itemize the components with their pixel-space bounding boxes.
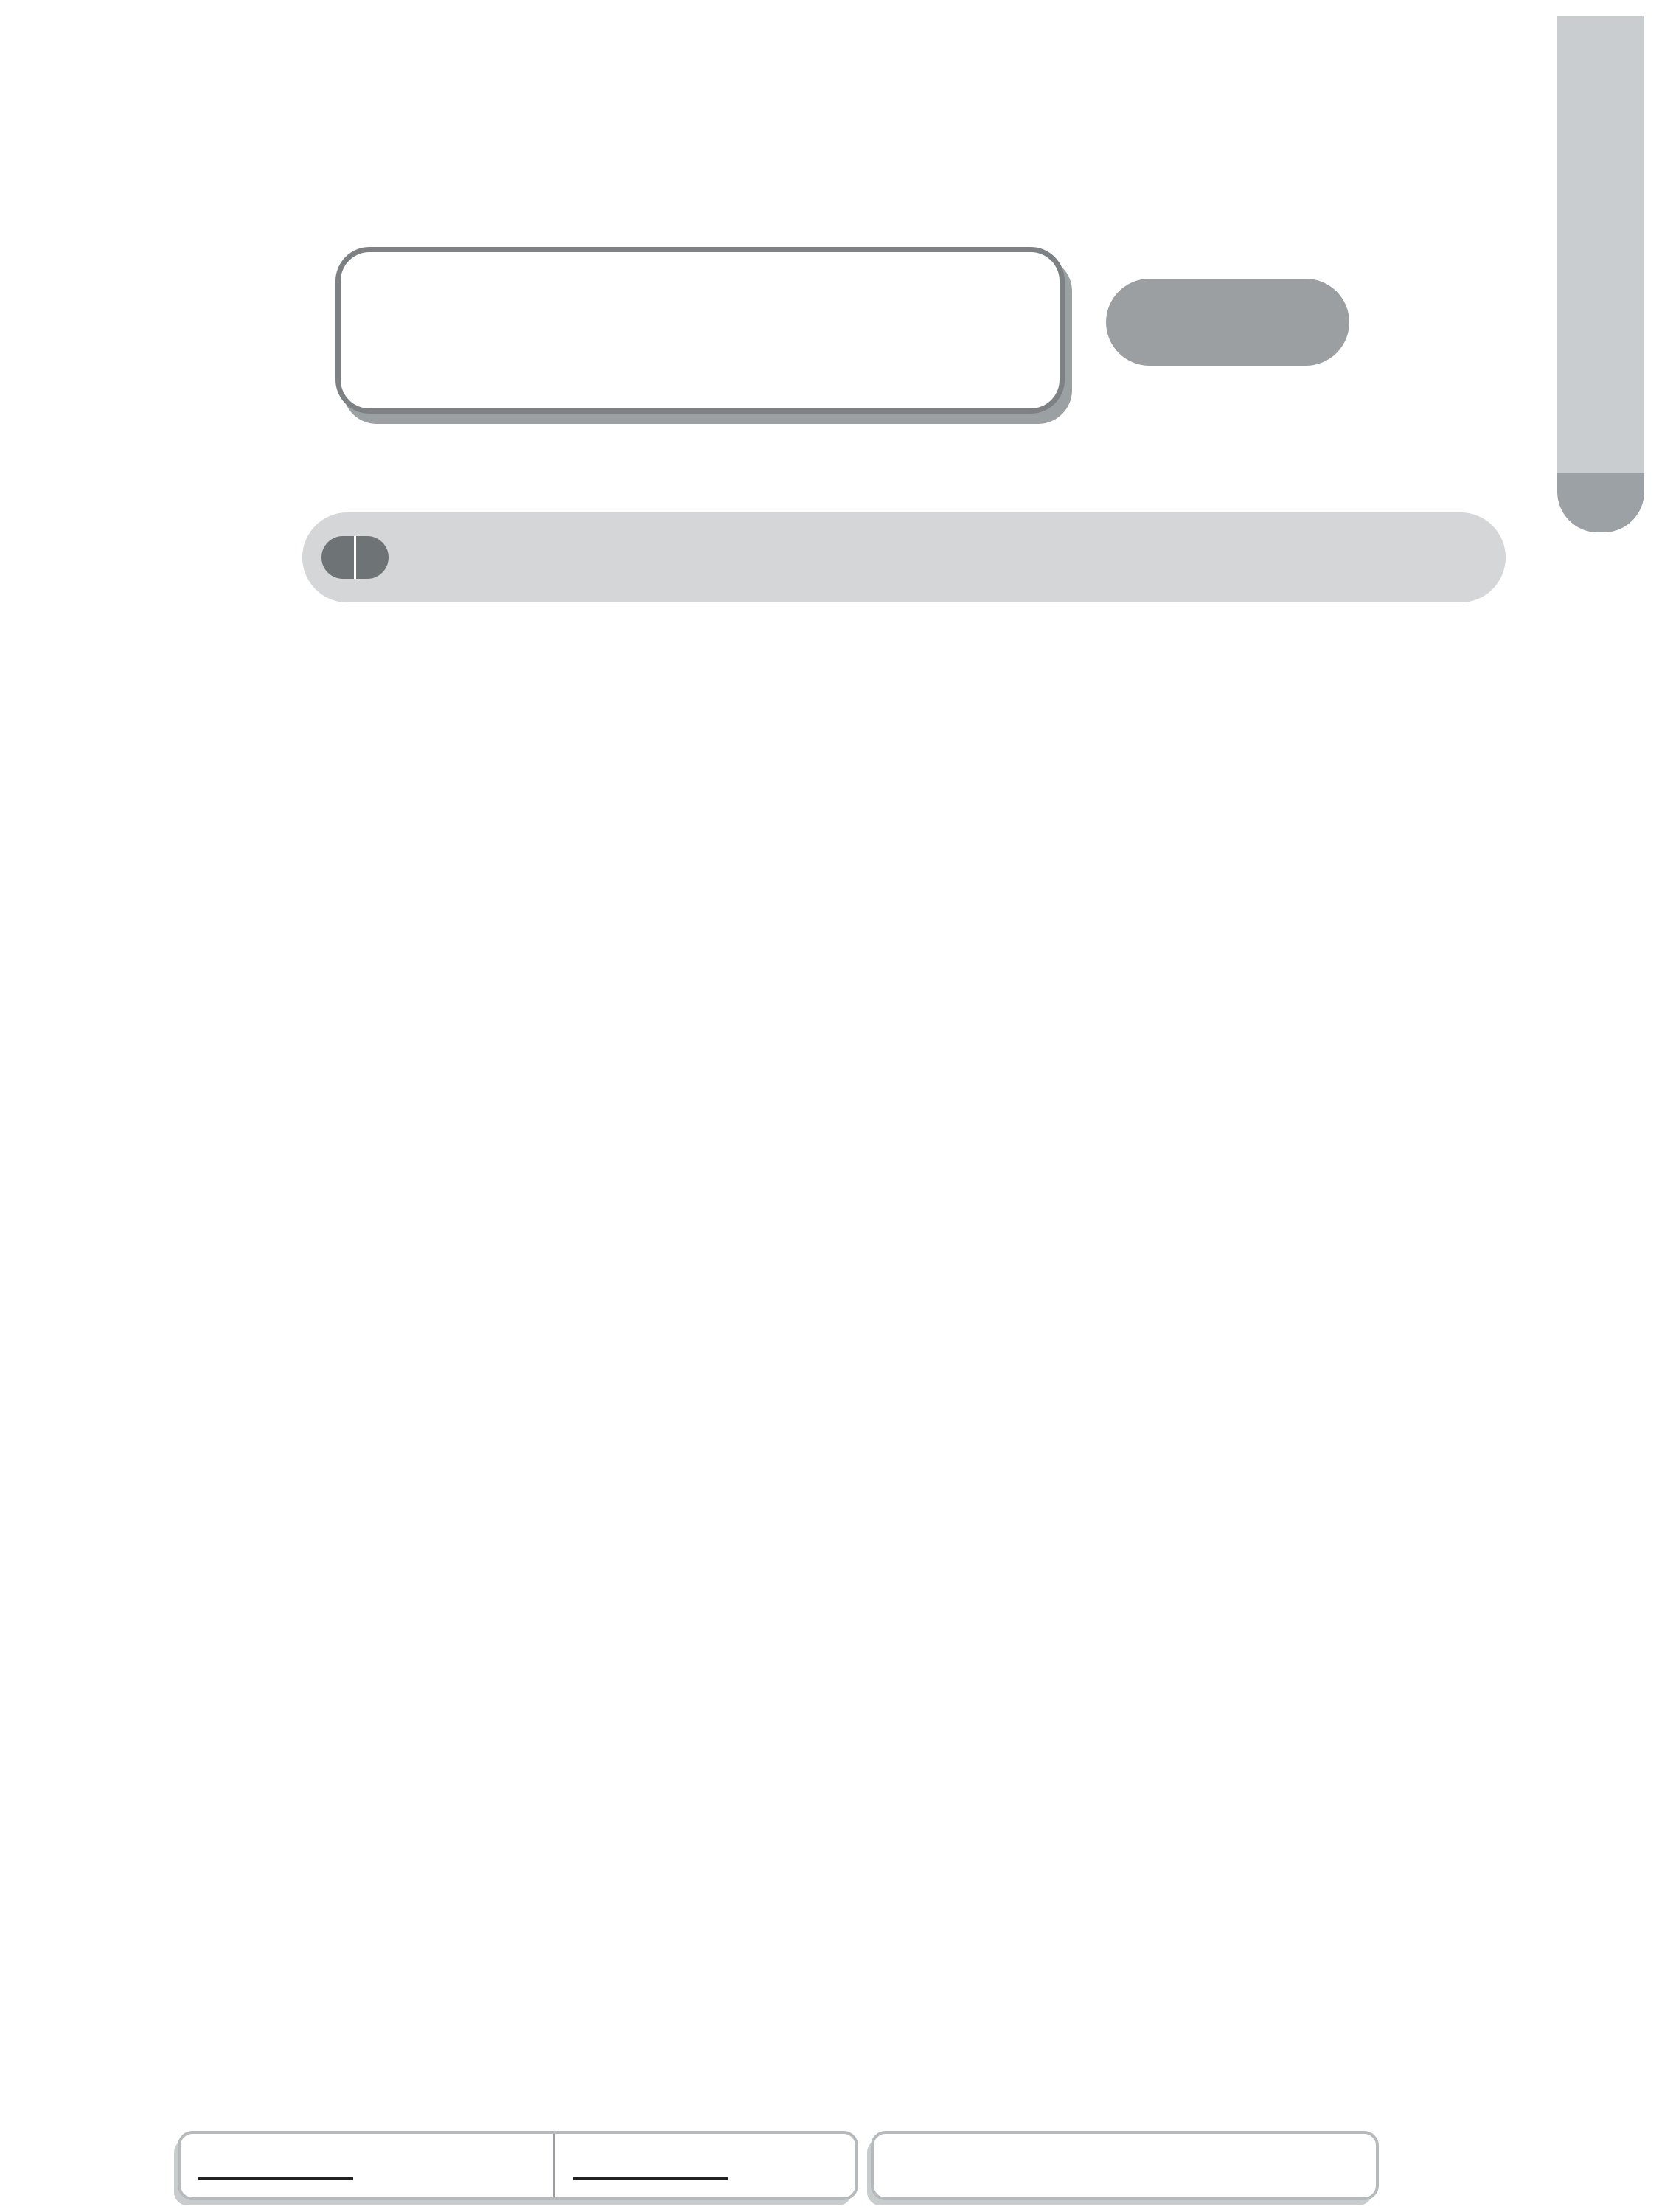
instruction-text — [501, 516, 1408, 599]
date-blank-line — [573, 2152, 728, 2180]
signature-blank-line — [198, 2152, 353, 2180]
side-tab-label-wrap — [1557, 16, 1644, 473]
unit-banner — [1106, 279, 1349, 366]
dskp-divider — [354, 536, 356, 579]
teacher-signature-field — [181, 2134, 553, 2197]
footer-signature-box — [178, 2131, 858, 2200]
side-tab — [1557, 16, 1644, 532]
unit-title-banner — [335, 247, 1065, 414]
date-field — [553, 2134, 855, 2197]
dskp-badge — [321, 536, 389, 579]
star-rating-box — [871, 2131, 1379, 2200]
side-tab-cap — [1557, 473, 1644, 532]
